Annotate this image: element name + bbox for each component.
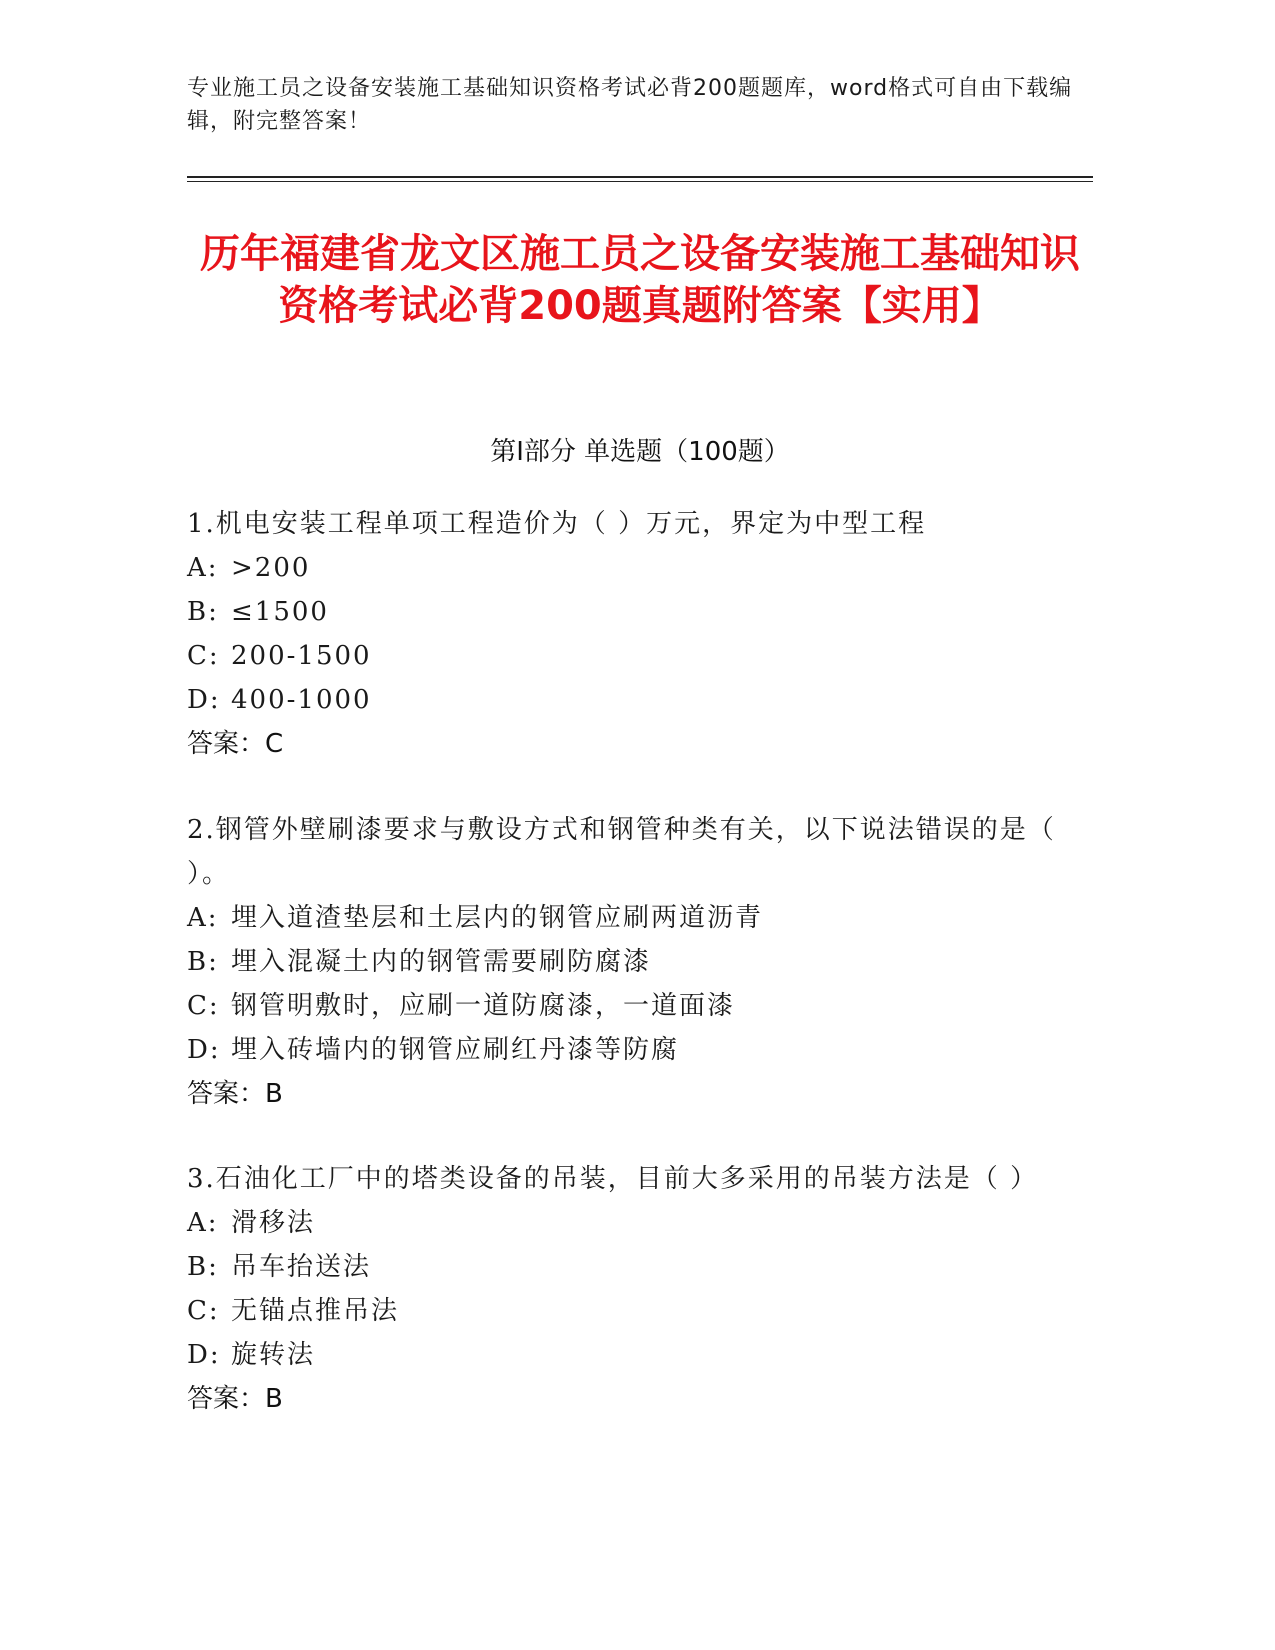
option-d (187, 678, 1093, 722)
option-letter: B: (187, 597, 219, 627)
option-a (187, 896, 1093, 940)
answer-prefix: 答案： (187, 729, 266, 759)
header-rule-thin (187, 181, 1093, 182)
option-text: 无锚点推吊法 (231, 1296, 400, 1326)
option-text: >200 (231, 553, 311, 583)
option-letter: D: (187, 1340, 221, 1370)
answer-value: B (265, 1384, 283, 1414)
header-rule-thick (187, 176, 1093, 178)
option-a (187, 546, 1093, 590)
question-3 (187, 1157, 1093, 1421)
option-text: 埋入混凝土内的钢管需要刷防腐漆 (231, 947, 652, 977)
option-letter: D: (187, 685, 221, 715)
option-letter: C: (187, 641, 220, 671)
option-text: 200-1500 (231, 641, 372, 671)
section-heading: 第Ⅰ部分 单选题（100题） (490, 437, 790, 467)
answer-prefix: 答案： (187, 1079, 266, 1109)
option-d (187, 1028, 1093, 1072)
option-letter: B: (187, 947, 219, 977)
question-stem: 3.石油化工厂中的塔类设备的吊装，目前大多采用的吊装方法是（ ） (187, 1164, 1039, 1194)
header-note: 专业施工员之设备安装施工基础知识资格考试必背200题题库，word格式可自由下载编辑，附完整答案！ (187, 76, 1073, 134)
option-c (187, 1289, 1093, 1333)
option-letter: C: (187, 1296, 220, 1326)
option-letter: B: (187, 1252, 219, 1282)
answer-line (187, 1072, 1093, 1116)
answer-line (187, 722, 1093, 766)
option-text: ≤1500 (231, 597, 329, 627)
option-text: 旋转法 (231, 1340, 316, 1370)
option-letter: A: (187, 1208, 219, 1238)
option-text: 钢管明敷时，应刷一道防腐漆，一道面漆 (231, 991, 736, 1021)
answer-prefix: 答案： (187, 1384, 266, 1414)
answer-value: C (265, 729, 284, 759)
option-text: 埋入道渣垫层和土层内的钢管应刷两道沥青 (231, 903, 764, 933)
question-stem: 1.机电安装工程单项工程造价为（ ）万元，界定为中型工程 (187, 509, 927, 539)
option-c (187, 984, 1093, 1028)
option-letter: C: (187, 991, 220, 1021)
question-1 (187, 502, 1093, 766)
option-letter: A: (187, 553, 219, 583)
option-d (187, 1333, 1093, 1377)
option-text: 滑移法 (231, 1208, 316, 1238)
answer-line (187, 1377, 1093, 1421)
option-letter: A: (187, 903, 219, 933)
option-b (187, 940, 1093, 984)
option-letter: D: (187, 1035, 221, 1065)
question-stem: 2.钢管外壁刷漆要求与敷设方式和钢管种类有关，以下说法错误的是（ ）。 (187, 815, 1056, 889)
option-a (187, 1201, 1093, 1245)
option-text: 埋入砖墙内的钢管应刷红丹漆等防腐 (231, 1035, 680, 1065)
option-text: 400-1000 (231, 685, 372, 715)
question-2 (187, 808, 1093, 1116)
option-b (187, 1245, 1093, 1289)
option-b (187, 590, 1093, 634)
option-text: 吊车抬送法 (231, 1252, 372, 1282)
answer-value: B (265, 1079, 283, 1109)
document-title: 历年福建省龙文区施工员之设备安装施工基础知识资格考试必背200题真题附答案【实用】 (200, 231, 1080, 329)
option-c (187, 634, 1093, 678)
